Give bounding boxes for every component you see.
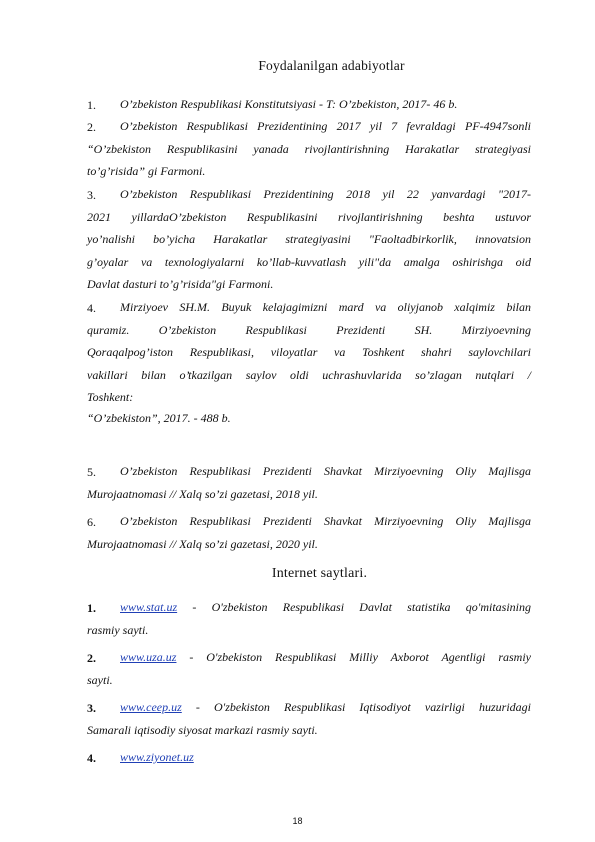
reference-line: to’g’risida” gi Farmoni. (87, 164, 206, 178)
site-link[interactable]: www.ziyonet.uz (120, 750, 194, 764)
site-line (87, 746, 531, 769)
reference-number: 3. (87, 188, 96, 202)
site-item (87, 596, 531, 641)
reference-line: 2021 yillardaO’zbekiston Respublikasini rivojlantirishning beshta ustuvor (87, 209, 531, 224)
site-link[interactable]: www.uza.uz (120, 650, 177, 664)
site-line (87, 596, 531, 619)
reference-line: Qoraqalpog’iston Respublikasi, viloyatlar va Toshkent shahri saylovchilari (87, 345, 531, 359)
reference-line: O’zbekiston Respublikasi Prezidenti Shavkat Mirziyoevning Oliy Majlisga (120, 514, 531, 528)
site-link[interactable]: www.ceep.uz (120, 700, 182, 714)
site-description: - O'zbekiston Respublikasi Iqtisodiyot vazirligi huzuridagi (181, 700, 531, 714)
reference-line: O’zbekiston Respublikasi Prezidentining 2017 yil 7 fevraldagi PF-4947sonli (120, 119, 531, 133)
site-item (87, 646, 531, 691)
site-item (87, 696, 531, 741)
reference-number: 5. (87, 465, 96, 479)
site-link[interactable]: www.stat.uz (120, 600, 178, 614)
reference-line: Toshkent: (87, 390, 134, 404)
site-number: 3. (87, 701, 96, 715)
reference-item (87, 93, 531, 116)
reference-number: 1. (87, 98, 96, 112)
reference-line: Murojaatnomasi // Xalq so’zi gazetasi, 2018 yil. (87, 486, 318, 501)
internet-sites-heading: Internet saytlari. (271, 566, 368, 581)
reference-line: vakillari bilan o’tkazilgan saylov oldi uchrashuvlarida so’zlagan nutqlari / (87, 367, 531, 382)
references-heading: Foydalanilgan adabiyotlar (258, 58, 405, 73)
site-line (87, 696, 531, 719)
reference-line: Davlat dasturi to’g’risida"gi Farmoni. (87, 277, 274, 291)
site-line: Samarali iqtisodiy siyosat markazi rasmiy sayti. (87, 722, 318, 737)
site-description: - O'zbekiston Respublikasi Davlat statistika qo'mitasining (177, 600, 531, 614)
reference-item (87, 115, 531, 183)
reference-number: 6. (87, 515, 96, 529)
reference-item (87, 296, 531, 427)
reference-line: O’zbekiston Respublikasi Prezidenti Shavkat Mirziyoevning Oliy Majlisga (120, 464, 531, 478)
site-line: sayti. (87, 672, 113, 687)
reference-line: g’oyalar va texnologiyalarni ko’llab-kuvvatlash yili"da amalga oshirishga oid (87, 254, 531, 269)
reference-item (87, 510, 531, 555)
site-number: 4. (87, 751, 96, 765)
reference-line: “O’zbekiston”, 2017. - 488 b. (87, 410, 231, 425)
page-number: 18 (292, 816, 303, 826)
reference-line: O’zbekiston Respublikasi Konstitutsiyasi - T: O’zbekiston, 2017- 46 b. (120, 97, 458, 111)
reference-line: Murojaatnomasi // Xalq so’zi gazetasi, 2020 yil. (87, 536, 318, 551)
reference-item (87, 460, 531, 505)
site-description: - O'zbekiston Respublikasi Milliy Axborot Agentligi rasmiy (176, 650, 531, 664)
reference-line: O’zbekiston Respublikasi Prezidentining 2018 yil 22 yanvardagi "2017- (120, 187, 531, 201)
reference-line: quramiz. O’zbekiston Respublikasi Prezidenti SH. Mirziyoevning (87, 322, 531, 337)
reference-line: Mirziyoev SH.M. Buyuk kelajagimizni mard va oliyjanob xalqimiz bilan (120, 300, 531, 314)
reference-number: 2. (87, 120, 96, 134)
site-number: 2. (87, 651, 96, 665)
site-item (87, 746, 531, 769)
site-number: 1. (87, 601, 96, 615)
reference-line: yo’nalishi bo’yicha Harakatlar strategiyasini "Faoltadbirkorlik, innovatsion (87, 232, 531, 246)
reference-line: “O’zbekiston Respublikasini yanada rivojlantirishning Harakatlar strategiyasi (87, 141, 531, 156)
reference-number: 4. (87, 301, 96, 315)
reference-item (87, 183, 531, 296)
site-line (87, 646, 531, 669)
site-line: rasmiy sayti. (87, 622, 149, 637)
